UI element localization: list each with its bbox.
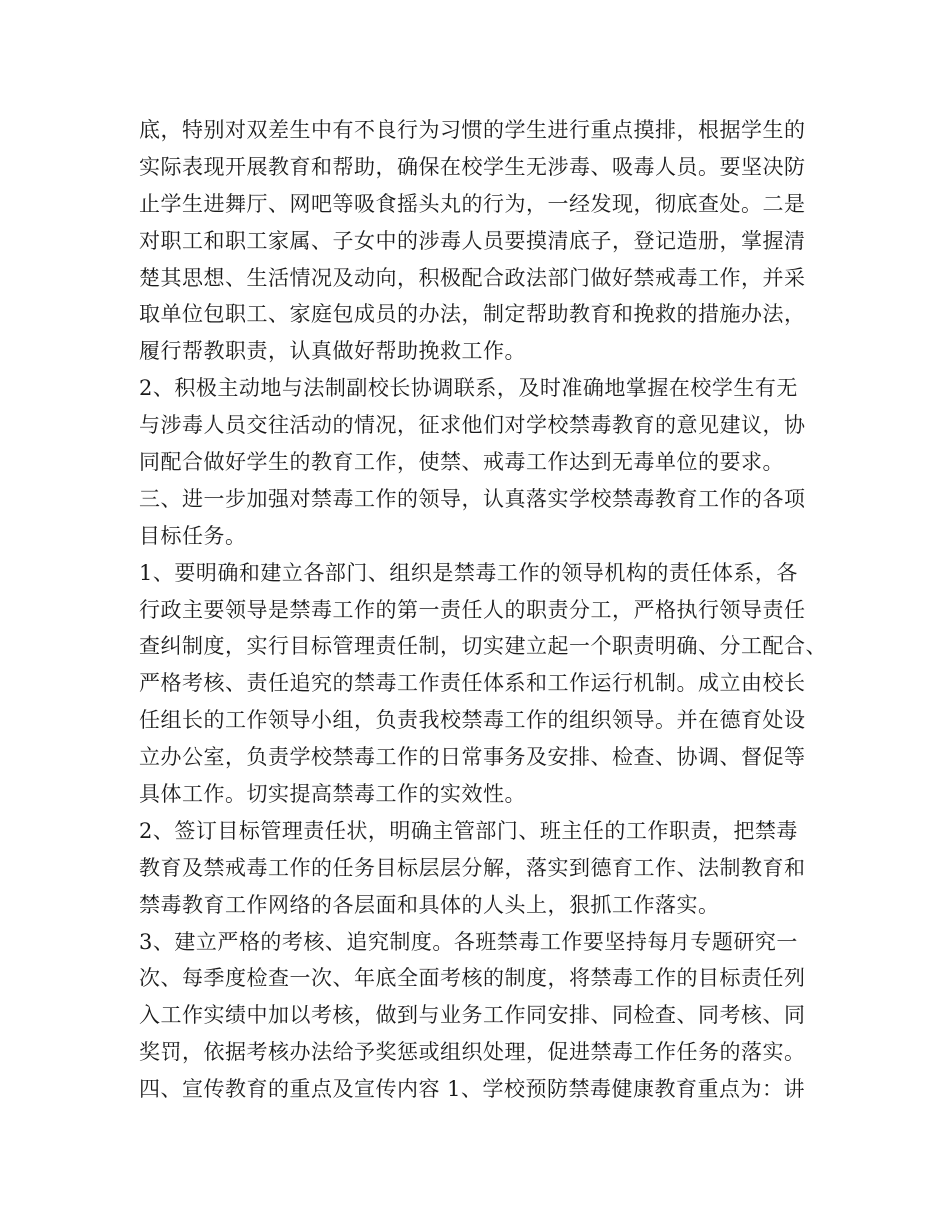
text-line: 任组长的工作领导小组，负责我校禁毒工作的组织领导。并在德育处设 xyxy=(139,708,806,733)
text-line: 行政主要领导是禁毒工作的第一责任人的职责分工，严格执行领导责任 xyxy=(139,597,806,622)
text-line: 立办公室，负责学校禁毒工作的日常事务及安排、检查、协调、督促等 xyxy=(139,745,806,770)
document-body xyxy=(139,112,829,1108)
text-line: 取单位包职工、家庭包成员的办法，制定帮助教育和挽救的措施办法， xyxy=(139,302,806,327)
text-line: 1、要明确和建立各部门、组织是禁毒工作的领导机构的责任体系，各 xyxy=(139,560,798,585)
text-line: 奖罚，依据考核办法给予奖惩或组织处理，促进禁毒工作任务的落实。 xyxy=(139,1040,806,1065)
text-line: 楚其思想、生活情况及动向，积极配合政法部门做好禁戒毒工作，并采 xyxy=(139,265,806,290)
text-line: 与涉毒人员交往活动的情况，征求他们对学校禁毒教育的意见建议，协 xyxy=(139,413,806,438)
section-heading: 三、进一步加强对禁毒工作的领导，认真落实学校禁毒教育工作的各项 xyxy=(139,486,806,511)
section-heading: 四、宣传教育的重点及宣传内容 1、学校预防禁毒健康教育重点为：讲 xyxy=(139,1077,806,1102)
text-line: 2、积极主动地与法制副校长协调联系，及时准确地掌握在校学生有无 xyxy=(139,376,798,401)
text-line: 具体工作。切实提高禁毒工作的实效性。 xyxy=(139,782,526,807)
text-line: 止学生进舞厅、网吧等吸食摇头丸的行为，一经发现，彻底查处。二是 xyxy=(139,191,806,216)
text-line: 入工作实绩中加以考核，做到与业务工作同安排、同检查、同考核、同 xyxy=(139,1003,806,1028)
text-line: 教育及禁戒毒工作的任务目标层层分解，落实到德育工作、法制教育和 xyxy=(139,855,806,880)
text-line: 底，特别对双差生中有不良行为习惯的学生进行重点摸排，根据学生的 xyxy=(139,118,806,142)
text-line: 禁毒教育工作网络的各层面和具体的人头上，狠抓工作落实。 xyxy=(139,892,720,917)
text-line: 对职工和职工家属、子女中的涉毒人员要摸清底子，登记造册，掌握清 xyxy=(139,228,806,253)
text-line: 严格考核、责任追究的禁毒工作责任体系和工作运行机制。成立由校长 xyxy=(139,671,806,696)
text-line: 实际表现开展教育和帮助，确保在校学生无涉毒、吸毒人员。要坚决防 xyxy=(139,154,806,179)
text-line: 2、签订目标管理责任状，明确主管部门、班主任的工作职责，把禁毒 xyxy=(139,818,798,843)
text-line: 3、建立严格的考核、追究制度。各班禁毒工作要坚持每月专题研究一 xyxy=(139,929,798,954)
text-line: 履行帮教职责，认真做好帮助挽救工作。 xyxy=(139,339,526,364)
section-heading: 目标任务。 xyxy=(139,523,247,548)
text-line: 次、每季度检查一次、年底全面考核的制度，将禁毒工作的目标责任列 xyxy=(139,966,806,991)
text-line: 同配合做好学生的教育工作，使禁、戒毒工作达到无毒单位的要求。 xyxy=(139,450,784,475)
text-line: 查纠制度，实行目标管理责任制，切实建立起一个职责明确、分工配合、 xyxy=(139,634,827,659)
